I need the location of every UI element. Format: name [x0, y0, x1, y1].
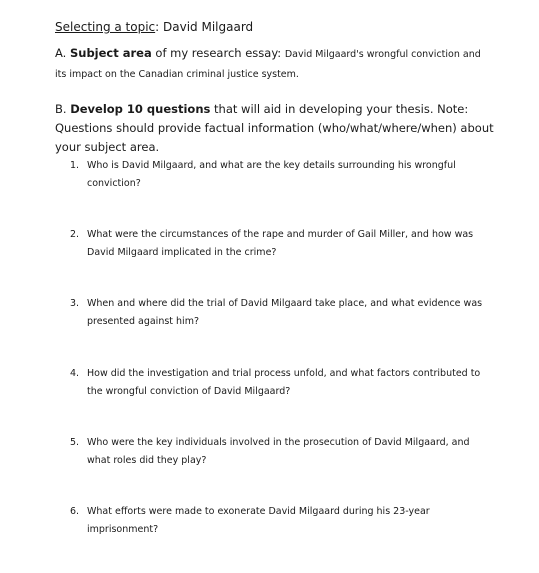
question-text: What were the circumstances of the rape and murder of Gail Miller, and how was David Milgaard implicated in the crime? — [87, 229, 474, 258]
question-item — [70, 226, 490, 262]
develop-prefix: B. — [55, 102, 71, 116]
develop-questions-paragraph — [55, 100, 505, 157]
subject-prefix: A. — [55, 46, 70, 60]
subject-mid: of my research essay: — [151, 46, 285, 60]
question-text: What efforts were made to exonerate David Milgaard during his 23-year imprisonment? — [87, 506, 430, 535]
question-number: 4. — [70, 368, 80, 379]
topic-line — [55, 19, 253, 35]
subject-area-paragraph — [55, 44, 495, 84]
topic-value: David Milgaard — [163, 20, 254, 34]
question-number: 2. — [70, 229, 80, 240]
question-number: 5. — [70, 437, 80, 448]
subject-text: David Milgaard's wrongful conviction and its impact on the Canadian criminal justice system. — [55, 49, 481, 80]
question-text: How did the investigation and trial process unfold, and what factors contributed to the wrongful conviction of David Milgaard? — [87, 368, 481, 397]
subject-area-heading: Subject area — [69, 46, 152, 60]
question-item — [70, 157, 490, 193]
question-text: Who is David Milgaard, and what are the key details surrounding his wrongful conviction? — [87, 160, 456, 189]
question-text: Who were the key individuals involved in the prosecution of David Milgaard, and what roles did they play? — [87, 437, 470, 466]
question-item — [70, 503, 490, 539]
question-text: When and where did the trial of David Milgaard take place, and what evidence was presented against him? — [87, 298, 483, 327]
topic-separator: : — [155, 20, 160, 34]
develop-text: that will aid in developing your thesis. Note: Questions should provide factual information (who/what/where/when) about your subject area. — [55, 102, 494, 154]
question-number: 1. — [70, 160, 80, 171]
question-number: 6. — [70, 506, 80, 517]
develop-heading: Develop 10 questions — [70, 102, 211, 116]
question-item — [70, 434, 490, 470]
question-number: 3. — [70, 298, 80, 309]
topic-label: Selecting a topic — [55, 20, 156, 34]
question-item — [70, 365, 490, 401]
question-item — [70, 295, 490, 331]
